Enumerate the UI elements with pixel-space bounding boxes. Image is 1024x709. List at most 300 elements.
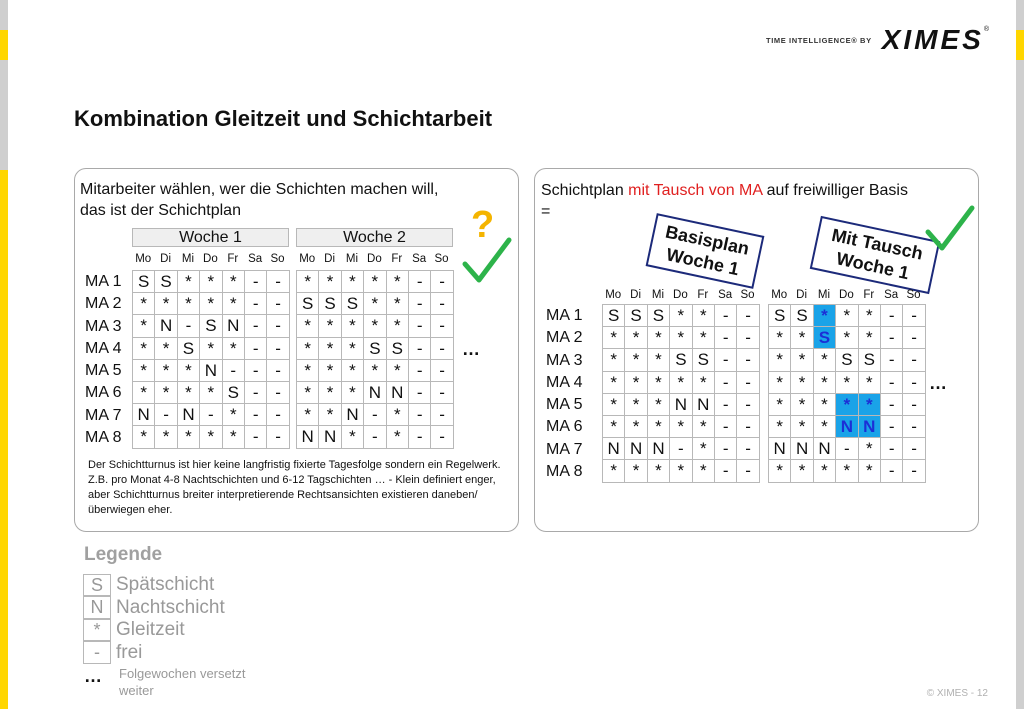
basisplan-cell: * bbox=[603, 460, 625, 482]
swap-cell: * bbox=[858, 438, 880, 460]
swap-day-sa: Sa bbox=[884, 289, 899, 301]
legend-dots: … bbox=[84, 666, 102, 686]
swap-cell: * bbox=[791, 349, 813, 371]
basisplan-cell: - bbox=[714, 349, 736, 371]
week1-cell: - bbox=[244, 404, 266, 426]
swap-day-di: Di bbox=[796, 289, 808, 301]
week1-cell: * bbox=[133, 315, 155, 337]
week1-cell: N bbox=[200, 359, 222, 381]
week2-cell: S bbox=[319, 293, 341, 315]
week2-cell: * bbox=[319, 337, 341, 359]
week1-cell: * bbox=[222, 426, 244, 448]
week2-cell: - bbox=[408, 271, 430, 293]
week2-cell: - bbox=[431, 404, 453, 426]
week1-cell: * bbox=[155, 381, 177, 403]
week2-cell: * bbox=[297, 271, 319, 293]
week1-cell: * bbox=[177, 426, 199, 448]
basisplan-cell: * bbox=[692, 371, 714, 393]
right-ellipsis: … bbox=[929, 373, 948, 393]
swap-cell: * bbox=[769, 349, 791, 371]
week2-cell: * bbox=[364, 315, 386, 337]
week1-cell: S bbox=[200, 315, 222, 337]
week1-cell: * bbox=[133, 293, 155, 315]
week1-cell: - bbox=[244, 315, 266, 337]
swap-day-header bbox=[768, 289, 925, 301]
week2-cell: * bbox=[341, 315, 363, 337]
swap-cell: * bbox=[791, 415, 813, 437]
left-heading-line2: das ist der Schichtplan bbox=[80, 202, 241, 219]
row-label: MA 5 bbox=[546, 396, 583, 414]
basisplan-cell: - bbox=[714, 438, 736, 460]
legend-item bbox=[83, 642, 225, 665]
swap-cell: S bbox=[769, 305, 791, 327]
week1-cell: * bbox=[133, 381, 155, 403]
week1-row bbox=[133, 404, 290, 426]
basisplan-cell: N bbox=[647, 438, 669, 460]
week1-cell: * bbox=[177, 293, 199, 315]
ximes-logo bbox=[766, 26, 992, 54]
week2-cell: - bbox=[408, 404, 430, 426]
swap-cell: * bbox=[791, 393, 813, 415]
week2-label: Woche 2 bbox=[296, 228, 453, 247]
basisplan-cell: S bbox=[692, 349, 714, 371]
week1-day-do: Do bbox=[203, 253, 218, 265]
basisplan-cell: * bbox=[692, 460, 714, 482]
week2-cell: N bbox=[319, 426, 341, 448]
swap-cell: - bbox=[880, 460, 902, 482]
swap-cell: - bbox=[903, 305, 925, 327]
basisplan-cell: S bbox=[603, 305, 625, 327]
week1-cell: * bbox=[222, 271, 244, 293]
week1-cell: - bbox=[155, 404, 177, 426]
week2-cell: * bbox=[386, 426, 408, 448]
week2-row bbox=[297, 404, 454, 426]
basisplan-day-header bbox=[602, 289, 759, 301]
legend-item bbox=[83, 574, 225, 597]
week2-cell: - bbox=[364, 404, 386, 426]
week2-cell: - bbox=[431, 381, 453, 403]
swap-cell: * bbox=[791, 371, 813, 393]
swap-cell: - bbox=[903, 393, 925, 415]
swap-cell: * bbox=[858, 393, 880, 415]
week1-cell: * bbox=[200, 271, 222, 293]
basisplan-row bbox=[603, 460, 760, 482]
week2-cell: - bbox=[431, 271, 453, 293]
basisplan-cell: - bbox=[714, 371, 736, 393]
swap-cell: - bbox=[903, 371, 925, 393]
week2-cell: * bbox=[386, 404, 408, 426]
week1-cell: * bbox=[222, 337, 244, 359]
right-accent-bar-gray bbox=[1016, 0, 1024, 30]
week1-cell: S bbox=[155, 271, 177, 293]
week2-row bbox=[297, 337, 454, 359]
week1-cell: - bbox=[200, 404, 222, 426]
week1-day-fr: Fr bbox=[227, 253, 239, 265]
basisplan-cell: * bbox=[670, 460, 692, 482]
swap-cell: * bbox=[769, 393, 791, 415]
week1-cell: - bbox=[244, 337, 266, 359]
week1-cell: * bbox=[200, 337, 222, 359]
swap-cell: * bbox=[836, 305, 858, 327]
week1-cell: * bbox=[200, 426, 222, 448]
basisplan-cell: - bbox=[714, 415, 736, 437]
week1-cell: - bbox=[177, 315, 199, 337]
legend-list bbox=[83, 574, 225, 664]
basisplan-cell: - bbox=[737, 327, 759, 349]
right-panel-heading bbox=[541, 180, 971, 222]
legend-follow-text: Folgewochen versetzt weiter bbox=[119, 666, 246, 698]
week2-cell: * bbox=[297, 404, 319, 426]
swap-cell: N bbox=[836, 415, 858, 437]
week1-cell: - bbox=[267, 315, 289, 337]
basisplan-cell: N bbox=[692, 393, 714, 415]
left-row-labels bbox=[85, 271, 121, 449]
basisplan-day-do: Do bbox=[673, 289, 688, 301]
basisplan-cell: - bbox=[714, 327, 736, 349]
week1-cell: - bbox=[267, 271, 289, 293]
week2-row bbox=[297, 381, 454, 403]
week2-day-di: Di bbox=[324, 253, 336, 265]
left-accent-bar-yellow-2 bbox=[0, 170, 8, 709]
week1-label: Woche 1 bbox=[132, 228, 289, 247]
swap-cell: - bbox=[903, 327, 925, 349]
basisplan-cell: * bbox=[603, 349, 625, 371]
swap-cell: N bbox=[791, 438, 813, 460]
week1-row bbox=[133, 381, 290, 403]
basisplan-cell: * bbox=[625, 349, 647, 371]
row-label: MA 7 bbox=[546, 440, 583, 458]
question-mark: ? bbox=[471, 204, 495, 246]
swap-cell: - bbox=[903, 349, 925, 371]
week2-cell: * bbox=[364, 271, 386, 293]
week1-row bbox=[133, 337, 290, 359]
week1-cell: - bbox=[267, 337, 289, 359]
week1-cell: - bbox=[267, 293, 289, 315]
row-label: MA 4 bbox=[546, 373, 583, 391]
swap-cell: N bbox=[858, 415, 880, 437]
week2-cell: - bbox=[431, 293, 453, 315]
right-heading-post: auf freiwilliger Basis bbox=[762, 182, 908, 199]
left-ellipsis: … bbox=[462, 339, 481, 359]
basisplan-stamp: Basisplan Woche 1 bbox=[646, 213, 765, 289]
swap-cell: - bbox=[903, 438, 925, 460]
week2-cell: - bbox=[431, 315, 453, 337]
week1-cell: - bbox=[244, 293, 266, 315]
week2-cell: - bbox=[408, 337, 430, 359]
basisplan-cell: * bbox=[647, 327, 669, 349]
swap-cell: S bbox=[813, 327, 835, 349]
basisplan-row bbox=[603, 415, 760, 437]
week2-cell: - bbox=[431, 359, 453, 381]
legend-item bbox=[83, 619, 225, 642]
basisplan-cell: * bbox=[625, 371, 647, 393]
swap-day-mi: Mi bbox=[817, 289, 831, 301]
basisplan-cell: - bbox=[670, 438, 692, 460]
right-heading-red: mit Tausch von MA bbox=[628, 182, 763, 199]
week2-cell: N bbox=[386, 381, 408, 403]
swap-cell: - bbox=[880, 371, 902, 393]
swap-row bbox=[769, 349, 926, 371]
legend-title: Legende bbox=[84, 544, 163, 565]
week2-cell: * bbox=[386, 271, 408, 293]
swap-cell: * bbox=[813, 460, 835, 482]
week2-cell: * bbox=[386, 293, 408, 315]
swap-cell: * bbox=[813, 415, 835, 437]
left-panel-note: Der Schichtturnus ist hier keine langfristig fixierte Tagesfolge sondern ein Regelwerk. Z.B. pro Monat 4-8 Nachtschichten und 6-12 Tagschichten … - Klein definiert enger, aber Schichtturnus breiter interpretierende Rechtsansichten existieren daneben/überwiegen eher. bbox=[88, 459, 501, 516]
basisplan-cell: * bbox=[692, 415, 714, 437]
basisplan-day-fr: Fr bbox=[697, 289, 709, 301]
basisplan-cell: - bbox=[737, 393, 759, 415]
swap-cell: * bbox=[791, 460, 813, 482]
week1-row bbox=[133, 315, 290, 337]
basisplan-cell: - bbox=[714, 460, 736, 482]
swap-cell: * bbox=[836, 460, 858, 482]
logo-reg: ® bbox=[983, 26, 992, 33]
swap-cell: * bbox=[813, 393, 835, 415]
swap-cell: * bbox=[836, 393, 858, 415]
week2-cell: * bbox=[341, 381, 363, 403]
swap-cell: - bbox=[903, 460, 925, 482]
basisplan-cell: * bbox=[647, 349, 669, 371]
swap-row bbox=[769, 327, 926, 349]
swap-cell: S bbox=[836, 349, 858, 371]
row-label: MA 6 bbox=[85, 384, 122, 402]
week2-cell: * bbox=[386, 359, 408, 381]
week2-cell: - bbox=[408, 381, 430, 403]
left-accent-bar-yellow bbox=[0, 30, 8, 60]
basisplan-day-sa: Sa bbox=[718, 289, 733, 301]
swap-row bbox=[769, 460, 926, 482]
week1-row bbox=[133, 359, 290, 381]
basisplan-cell: * bbox=[647, 371, 669, 393]
basisplan-cell: * bbox=[647, 415, 669, 437]
swap-cell: * bbox=[769, 371, 791, 393]
week1-cell: * bbox=[200, 293, 222, 315]
swap-cell: N bbox=[813, 438, 835, 460]
logo-brand bbox=[882, 26, 992, 54]
week1-day-mi: Mi bbox=[181, 253, 195, 265]
week2-cell: * bbox=[341, 271, 363, 293]
week1-day-header bbox=[132, 253, 289, 265]
row-label: MA 2 bbox=[546, 329, 583, 347]
week1-cell: - bbox=[244, 426, 266, 448]
basisplan-cell: - bbox=[737, 460, 759, 482]
week2-grid bbox=[296, 270, 454, 449]
week1-cell: N bbox=[133, 404, 155, 426]
week2-row bbox=[297, 271, 454, 293]
week1-cell: * bbox=[200, 381, 222, 403]
week1-cell: - bbox=[267, 381, 289, 403]
basisplan-row bbox=[603, 371, 760, 393]
swap-cell: * bbox=[813, 371, 835, 393]
week1-cell: * bbox=[177, 359, 199, 381]
basisplan-cell: * bbox=[625, 327, 647, 349]
basisplan-cell: N bbox=[603, 438, 625, 460]
swap-row bbox=[769, 415, 926, 437]
week2-row bbox=[297, 359, 454, 381]
week2-cell: S bbox=[297, 293, 319, 315]
swap-cell: * bbox=[769, 415, 791, 437]
week2-cell: - bbox=[408, 293, 430, 315]
swap-row bbox=[769, 371, 926, 393]
row-label: MA 2 bbox=[85, 295, 122, 313]
week2-cell: * bbox=[297, 381, 319, 403]
week1-cell: * bbox=[155, 293, 177, 315]
week2-cell: * bbox=[319, 404, 341, 426]
week1-day-so: So bbox=[270, 253, 285, 265]
swap-cell: * bbox=[791, 327, 813, 349]
basisplan-row bbox=[603, 305, 760, 327]
week2-cell: * bbox=[319, 315, 341, 337]
week2-cell: N bbox=[297, 426, 319, 448]
week1-cell: * bbox=[177, 271, 199, 293]
week1-cell: * bbox=[222, 404, 244, 426]
basisplan-cell: * bbox=[603, 415, 625, 437]
week2-cell: - bbox=[408, 426, 430, 448]
swap-day-do: Do bbox=[839, 289, 854, 301]
swap-cell: - bbox=[880, 327, 902, 349]
left-accent-bar-gray bbox=[0, 0, 8, 30]
right-accent-bar-gray-2 bbox=[1016, 60, 1024, 709]
week2-day-mo: Mo bbox=[299, 253, 316, 265]
week2-row bbox=[297, 293, 454, 315]
week2-day-header bbox=[296, 253, 453, 265]
swap-grid bbox=[768, 304, 926, 483]
legend-item bbox=[83, 597, 225, 620]
week1-cell: N bbox=[177, 404, 199, 426]
basisplan-cell: - bbox=[737, 438, 759, 460]
week2-day-so: So bbox=[434, 253, 449, 265]
week1-cell: * bbox=[155, 337, 177, 359]
basisplan-cell: - bbox=[737, 349, 759, 371]
page-title: Kombination Gleitzeit und Schichtarbeit bbox=[74, 106, 493, 131]
basisplan-cell: * bbox=[647, 460, 669, 482]
basisplan-grid bbox=[602, 304, 760, 483]
week1-cell: S bbox=[222, 381, 244, 403]
swap-cell: - bbox=[880, 349, 902, 371]
swap-cell: * bbox=[769, 460, 791, 482]
swap-day-fr: Fr bbox=[863, 289, 875, 301]
week2-cell: - bbox=[408, 315, 430, 337]
basisplan-row bbox=[603, 327, 760, 349]
week1-cell: S bbox=[133, 271, 155, 293]
row-label: MA 8 bbox=[85, 429, 122, 447]
week2-cell: * bbox=[297, 359, 319, 381]
row-label: MA 1 bbox=[546, 307, 583, 324]
swap-cell: - bbox=[880, 305, 902, 327]
row-label: MA 8 bbox=[546, 463, 583, 481]
row-label: MA 3 bbox=[546, 351, 583, 369]
right-heading-line2: = bbox=[541, 203, 551, 220]
row-label: MA 3 bbox=[85, 317, 122, 335]
right-heading-pre: Schichtplan bbox=[541, 182, 629, 199]
week2-cell: * bbox=[341, 426, 363, 448]
week2-cell: S bbox=[341, 293, 363, 315]
week2-cell: * bbox=[297, 315, 319, 337]
basisplan-cell: * bbox=[692, 305, 714, 327]
basisplan-cell: * bbox=[670, 371, 692, 393]
basisplan-cell: S bbox=[625, 305, 647, 327]
logo-tagline: TIME INTELLIGENCE® BY bbox=[766, 35, 872, 45]
swap-cell: * bbox=[836, 371, 858, 393]
week1-cell: S bbox=[177, 337, 199, 359]
legend-symbol: * bbox=[83, 619, 111, 642]
swap-cell: * bbox=[858, 460, 880, 482]
left-accent-bar-gray-2 bbox=[0, 60, 8, 170]
week1-cell: * bbox=[222, 293, 244, 315]
swap-cell: * bbox=[813, 349, 835, 371]
basisplan-cell: * bbox=[625, 393, 647, 415]
swap-cell: * bbox=[858, 327, 880, 349]
right-heading-line1 bbox=[541, 180, 971, 201]
week1-cell: - bbox=[244, 381, 266, 403]
week1-row bbox=[133, 293, 290, 315]
week2-cell: * bbox=[319, 359, 341, 381]
swap-cell: S bbox=[858, 349, 880, 371]
week1-cell: * bbox=[155, 426, 177, 448]
week2-cell: - bbox=[431, 337, 453, 359]
right-accent-bar-yellow bbox=[1016, 30, 1024, 60]
basisplan-cell: * bbox=[625, 415, 647, 437]
week1-cell: - bbox=[267, 404, 289, 426]
swap-day-so: So bbox=[906, 289, 921, 301]
week2-day-sa: Sa bbox=[412, 253, 427, 265]
row-label: MA 5 bbox=[85, 362, 122, 380]
legend-label: Gleitzeit bbox=[116, 619, 185, 641]
week1-cell: - bbox=[244, 359, 266, 381]
basisplan-cell: - bbox=[737, 371, 759, 393]
swap-day-mo: Mo bbox=[771, 289, 788, 301]
basisplan-day-mo: Mo bbox=[605, 289, 622, 301]
basisplan-cell: N bbox=[625, 438, 647, 460]
basisplan-cell: * bbox=[670, 327, 692, 349]
swap-row bbox=[769, 393, 926, 415]
basisplan-day-di: Di bbox=[630, 289, 642, 301]
week1-row bbox=[133, 271, 290, 293]
swap-cell: S bbox=[791, 305, 813, 327]
week1-row bbox=[133, 426, 290, 448]
legend-label: Spätschicht bbox=[116, 574, 215, 596]
basisplan-cell: * bbox=[692, 438, 714, 460]
basisplan-day-so: So bbox=[740, 289, 755, 301]
green-check-icon bbox=[461, 236, 513, 286]
swap-cell: * bbox=[813, 305, 835, 327]
basisplan-cell: * bbox=[670, 415, 692, 437]
basisplan-cell: * bbox=[647, 393, 669, 415]
swap-cell: - bbox=[880, 415, 902, 437]
left-panel-heading bbox=[80, 179, 510, 221]
week1-grid bbox=[132, 270, 290, 449]
week1-cell: * bbox=[133, 337, 155, 359]
basisplan-cell: - bbox=[737, 305, 759, 327]
week2-cell: - bbox=[364, 426, 386, 448]
legend-label: frei bbox=[116, 641, 143, 663]
week1-cell: - bbox=[244, 271, 266, 293]
swap-cell: * bbox=[769, 327, 791, 349]
week2-cell: * bbox=[319, 271, 341, 293]
basisplan-cell: - bbox=[714, 305, 736, 327]
legend-symbol: - bbox=[83, 641, 111, 664]
week2-cell: N bbox=[364, 381, 386, 403]
week2-cell: - bbox=[408, 359, 430, 381]
swap-row bbox=[769, 305, 926, 327]
week2-cell: S bbox=[364, 337, 386, 359]
swap-cell: * bbox=[836, 327, 858, 349]
week1-cell: - bbox=[267, 426, 289, 448]
week2-row bbox=[297, 426, 454, 448]
week1-cell: * bbox=[133, 426, 155, 448]
week2-row bbox=[297, 315, 454, 337]
